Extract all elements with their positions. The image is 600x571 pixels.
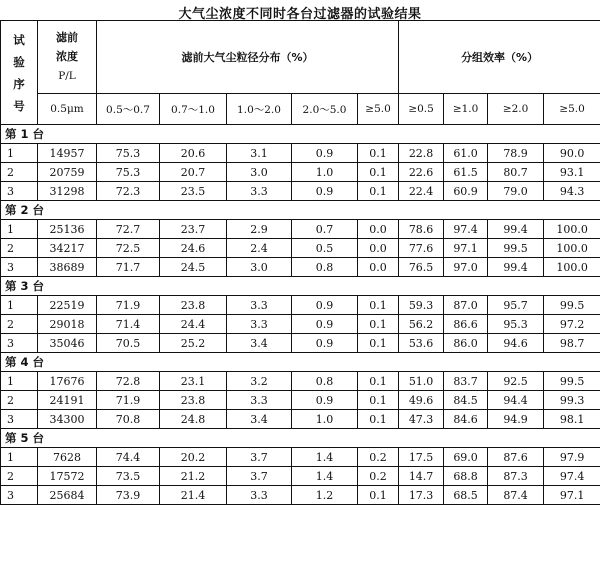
- value-cell: 71.9: [97, 296, 160, 315]
- value-cell: 86.6: [444, 315, 488, 334]
- value-cell: 3.3: [227, 486, 292, 505]
- header-eff-range: ≥1.0: [444, 94, 488, 125]
- value-cell: 23.8: [160, 296, 227, 315]
- header-test-no: 试 验 序 号: [1, 21, 38, 125]
- value-cell: 3.0: [227, 258, 292, 277]
- value-cell: 99.4: [488, 220, 544, 239]
- value-cell: 0.5: [292, 239, 358, 258]
- value-cell: 98.7: [544, 334, 600, 353]
- table-row: [1, 258, 600, 277]
- concentration-cell: 20759: [38, 163, 97, 182]
- value-cell: 97.2: [544, 315, 600, 334]
- header-dist-range: 0.5～0.7: [97, 94, 160, 125]
- value-cell: 99.5: [488, 239, 544, 258]
- header-eff-range: ≥2.0: [488, 94, 544, 125]
- concentration-cell: 34300: [38, 410, 97, 429]
- value-cell: 0.1: [358, 486, 399, 505]
- header-dist-range: 1.0～2.0: [227, 94, 292, 125]
- value-cell: 0.1: [358, 296, 399, 315]
- table-row: [1, 410, 600, 429]
- value-cell: 3.4: [227, 410, 292, 429]
- value-cell: 3.3: [227, 296, 292, 315]
- value-cell: 0.1: [358, 144, 399, 163]
- concentration-cell: 14957: [38, 144, 97, 163]
- row-index-cell: 3: [1, 486, 38, 505]
- value-cell: 1.0: [292, 163, 358, 182]
- results-table: [0, 20, 600, 505]
- value-cell: 94.6: [488, 334, 544, 353]
- value-cell: 0.9: [292, 144, 358, 163]
- table-row: [1, 163, 600, 182]
- value-cell: 20.7: [160, 163, 227, 182]
- group-header-row: [1, 353, 600, 372]
- value-cell: 3.3: [227, 391, 292, 410]
- value-cell: 59.3: [399, 296, 444, 315]
- value-cell: 60.9: [444, 182, 488, 201]
- value-cell: 22.8: [399, 144, 444, 163]
- value-cell: 100.0: [544, 258, 600, 277]
- value-cell: 61.5: [444, 163, 488, 182]
- table-row: [1, 334, 600, 353]
- value-cell: 22.6: [399, 163, 444, 182]
- value-cell: 0.2: [358, 467, 399, 486]
- value-cell: 68.8: [444, 467, 488, 486]
- header-eff-range: ≥0.5: [399, 94, 444, 125]
- group-header-row: [1, 201, 600, 220]
- value-cell: 70.8: [97, 410, 160, 429]
- value-cell: 100.0: [544, 239, 600, 258]
- group-label: 第 5 台: [1, 429, 600, 448]
- value-cell: 95.7: [488, 296, 544, 315]
- value-cell: 71.7: [97, 258, 160, 277]
- value-cell: 49.6: [399, 391, 444, 410]
- value-cell: 0.0: [358, 258, 399, 277]
- concentration-cell: 25684: [38, 486, 97, 505]
- value-cell: 0.9: [292, 182, 358, 201]
- value-cell: 21.2: [160, 467, 227, 486]
- value-cell: 75.3: [97, 144, 160, 163]
- value-cell: 97.1: [544, 486, 600, 505]
- value-cell: 72.7: [97, 220, 160, 239]
- table-row: [1, 486, 600, 505]
- value-cell: 0.9: [292, 391, 358, 410]
- concentration-cell: 34217: [38, 239, 97, 258]
- value-cell: 87.4: [488, 486, 544, 505]
- value-cell: 79.0: [488, 182, 544, 201]
- value-cell: 80.7: [488, 163, 544, 182]
- value-cell: 97.4: [444, 220, 488, 239]
- value-cell: 0.1: [358, 410, 399, 429]
- value-cell: 72.5: [97, 239, 160, 258]
- value-cell: 23.5: [160, 182, 227, 201]
- table-row: [1, 315, 600, 334]
- value-cell: 97.0: [444, 258, 488, 277]
- value-cell: 92.5: [488, 372, 544, 391]
- value-cell: 14.7: [399, 467, 444, 486]
- value-cell: 23.7: [160, 220, 227, 239]
- value-cell: 0.0: [358, 220, 399, 239]
- row-index-cell: 1: [1, 296, 38, 315]
- concentration-cell: 7628: [38, 448, 97, 467]
- value-cell: 0.1: [358, 372, 399, 391]
- value-cell: 0.1: [358, 334, 399, 353]
- value-cell: 75.3: [97, 163, 160, 182]
- value-cell: 68.5: [444, 486, 488, 505]
- value-cell: 84.5: [444, 391, 488, 410]
- value-cell: 3.1: [227, 144, 292, 163]
- value-cell: 2.9: [227, 220, 292, 239]
- header-dist-range: 0.7～1.0: [160, 94, 227, 125]
- value-cell: 94.9: [488, 410, 544, 429]
- table-row: [1, 144, 600, 163]
- value-cell: 1.2: [292, 486, 358, 505]
- value-cell: 23.1: [160, 372, 227, 391]
- value-cell: 77.6: [399, 239, 444, 258]
- value-cell: 25.2: [160, 334, 227, 353]
- row-index-cell: 3: [1, 182, 38, 201]
- row-index-cell: 1: [1, 220, 38, 239]
- header-dist-range: 2.0～5.0: [292, 94, 358, 125]
- table-row: [1, 391, 600, 410]
- value-cell: 20.6: [160, 144, 227, 163]
- value-cell: 24.8: [160, 410, 227, 429]
- value-cell: 87.0: [444, 296, 488, 315]
- group-header-row: [1, 125, 600, 144]
- table-row: [1, 182, 600, 201]
- value-cell: 3.2: [227, 372, 292, 391]
- table-row: [1, 220, 600, 239]
- group-label: 第 4 台: [1, 353, 600, 372]
- header-row-2: [1, 94, 600, 125]
- value-cell: 0.1: [358, 182, 399, 201]
- value-cell: 23.8: [160, 391, 227, 410]
- value-cell: 21.4: [160, 486, 227, 505]
- value-cell: 73.5: [97, 467, 160, 486]
- table-row: [1, 296, 600, 315]
- group-header-row: [1, 277, 600, 296]
- value-cell: 100.0: [544, 220, 600, 239]
- row-index-cell: 3: [1, 258, 38, 277]
- row-index-cell: 1: [1, 448, 38, 467]
- header-distribution: 滤前大气尘粒径分布（%）: [97, 21, 399, 94]
- value-cell: 3.7: [227, 467, 292, 486]
- value-cell: 56.2: [399, 315, 444, 334]
- value-cell: 87.3: [488, 467, 544, 486]
- concentration-cell: 31298: [38, 182, 97, 201]
- value-cell: 0.8: [292, 258, 358, 277]
- table-row: [1, 239, 600, 258]
- value-cell: 94.4: [488, 391, 544, 410]
- header-eff-range: ≥5.0: [544, 94, 600, 125]
- value-cell: 90.0: [544, 144, 600, 163]
- table-row: [1, 448, 600, 467]
- value-cell: 71.4: [97, 315, 160, 334]
- value-cell: 0.9: [292, 334, 358, 353]
- table-row: [1, 467, 600, 486]
- row-index-cell: 3: [1, 334, 38, 353]
- row-index-cell: 2: [1, 315, 38, 334]
- row-index-cell: 2: [1, 163, 38, 182]
- row-index-cell: 3: [1, 410, 38, 429]
- table-row: [1, 372, 600, 391]
- value-cell: 0.0: [358, 239, 399, 258]
- value-cell: 0.8: [292, 372, 358, 391]
- concentration-cell: 29018: [38, 315, 97, 334]
- concentration-cell: 25136: [38, 220, 97, 239]
- value-cell: 99.5: [544, 372, 600, 391]
- value-cell: 97.4: [544, 467, 600, 486]
- value-cell: 3.3: [227, 182, 292, 201]
- value-cell: 99.4: [488, 258, 544, 277]
- concentration-cell: 38689: [38, 258, 97, 277]
- value-cell: 97.1: [444, 239, 488, 258]
- row-index-cell: 1: [1, 372, 38, 391]
- value-cell: 47.3: [399, 410, 444, 429]
- value-cell: 24.4: [160, 315, 227, 334]
- value-cell: 73.9: [97, 486, 160, 505]
- row-index-cell: 2: [1, 391, 38, 410]
- value-cell: 1.4: [292, 448, 358, 467]
- concentration-cell: 17572: [38, 467, 97, 486]
- value-cell: 95.3: [488, 315, 544, 334]
- header-row-1: [1, 21, 600, 94]
- header-pre-conc-unit: 0.5μm: [38, 94, 97, 125]
- value-cell: 17.5: [399, 448, 444, 467]
- value-cell: 24.6: [160, 239, 227, 258]
- value-cell: 1.4: [292, 467, 358, 486]
- header-pre-concentration: 滤前 浓度 P/L: [38, 21, 97, 94]
- value-cell: 17.3: [399, 486, 444, 505]
- value-cell: 83.7: [444, 372, 488, 391]
- row-index-cell: 2: [1, 239, 38, 258]
- value-cell: 3.7: [227, 448, 292, 467]
- value-cell: 87.6: [488, 448, 544, 467]
- value-cell: 0.7: [292, 220, 358, 239]
- group-header-row: [1, 429, 600, 448]
- header-efficiency: 分组效率（%）: [399, 21, 600, 94]
- value-cell: 69.0: [444, 448, 488, 467]
- value-cell: 22.4: [399, 182, 444, 201]
- value-cell: 0.9: [292, 315, 358, 334]
- table-title: 大气尘浓度不同时各台过滤器的试验结果: [178, 7, 422, 22]
- value-cell: 20.2: [160, 448, 227, 467]
- value-cell: 99.3: [544, 391, 600, 410]
- value-cell: 86.0: [444, 334, 488, 353]
- value-cell: 0.2: [358, 448, 399, 467]
- concentration-cell: 35046: [38, 334, 97, 353]
- row-index-cell: 1: [1, 144, 38, 163]
- concentration-cell: 24191: [38, 391, 97, 410]
- value-cell: 99.5: [544, 296, 600, 315]
- value-cell: 94.3: [544, 182, 600, 201]
- value-cell: 97.9: [544, 448, 600, 467]
- value-cell: 3.0: [227, 163, 292, 182]
- value-cell: 1.0: [292, 410, 358, 429]
- value-cell: 3.3: [227, 315, 292, 334]
- value-cell: 51.0: [399, 372, 444, 391]
- value-cell: 78.6: [399, 220, 444, 239]
- value-cell: 2.4: [227, 239, 292, 258]
- value-cell: 0.1: [358, 391, 399, 410]
- value-cell: 98.1: [544, 410, 600, 429]
- group-label: 第 2 台: [1, 201, 600, 220]
- value-cell: 61.0: [444, 144, 488, 163]
- group-label: 第 1 台: [1, 125, 600, 144]
- value-cell: 93.1: [544, 163, 600, 182]
- value-cell: 24.5: [160, 258, 227, 277]
- value-cell: 76.5: [399, 258, 444, 277]
- value-cell: 71.9: [97, 391, 160, 410]
- header-dist-range: ≥5.0: [358, 94, 399, 125]
- value-cell: 84.6: [444, 410, 488, 429]
- value-cell: 78.9: [488, 144, 544, 163]
- concentration-cell: 17676: [38, 372, 97, 391]
- value-cell: 72.3: [97, 182, 160, 201]
- group-label: 第 3 台: [1, 277, 600, 296]
- value-cell: 53.6: [399, 334, 444, 353]
- value-cell: 72.8: [97, 372, 160, 391]
- value-cell: 0.1: [358, 163, 399, 182]
- concentration-cell: 22519: [38, 296, 97, 315]
- value-cell: 0.1: [358, 315, 399, 334]
- value-cell: 0.9: [292, 296, 358, 315]
- value-cell: 74.4: [97, 448, 160, 467]
- value-cell: 70.5: [97, 334, 160, 353]
- row-index-cell: 2: [1, 467, 38, 486]
- value-cell: 3.4: [227, 334, 292, 353]
